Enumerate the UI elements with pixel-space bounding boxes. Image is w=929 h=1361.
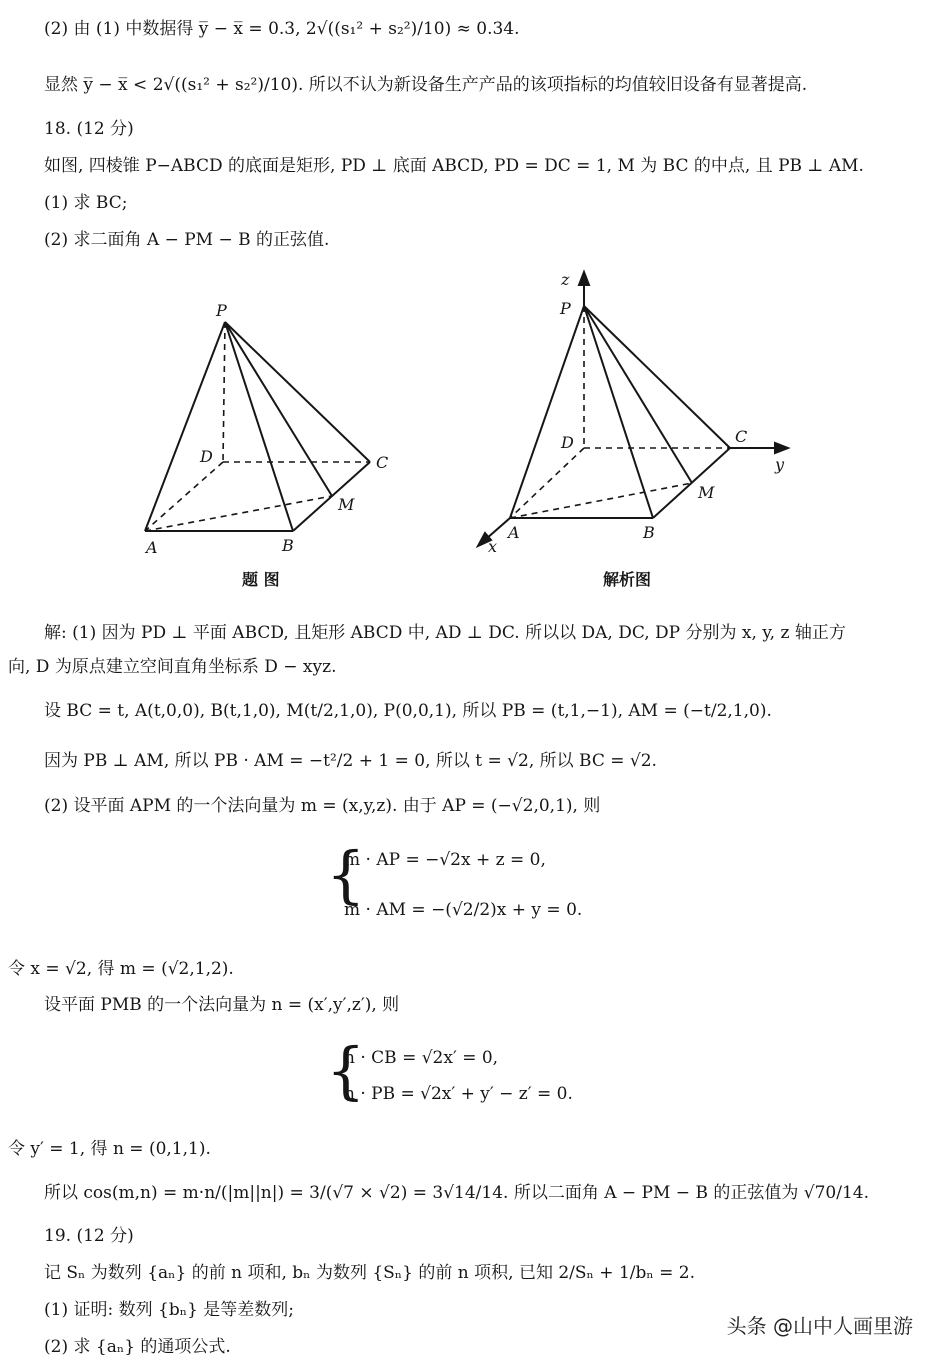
label-A: A — [146, 538, 158, 557]
label-C2: C — [735, 427, 748, 446]
system-2 — [326, 1034, 646, 1120]
label-D: D — [200, 447, 213, 466]
q18-part2: (2) 求二面角 A − PM − B 的正弦值. — [44, 230, 330, 250]
q19-part2: (2) 求 {aₙ} 的通项公式. — [44, 1337, 231, 1357]
solution-m-vector: 令 x = √2, 得 m = (√2,1,2). — [8, 959, 234, 979]
system-2-eq2: n · PB = √2x′ + y′ − z′ = 0. — [344, 1084, 573, 1104]
brace-2: { — [326, 1034, 366, 1107]
q19-statement: 记 Sₙ 为数列 {aₙ} 的前 n 项和, bₙ 为数列 {Sₙ} 的前 n 项积, 已知 2/Sₙ + 1/bₙ = 2. — [44, 1263, 695, 1283]
system-1-eq1: m · AP = −√2x + z = 0, — [344, 850, 546, 870]
label-M2: M — [698, 483, 715, 502]
label-y: y — [775, 455, 785, 474]
label-P: P — [216, 301, 227, 320]
label-M: M — [338, 495, 355, 514]
label-z: z — [561, 270, 570, 289]
label-D2: D — [561, 433, 574, 452]
solution-cos: 所以 cos(m,n) = m·n/(|m||n|) = 3/(√7 × √2) = 3√14/14. 所以二面角 A − PM − B 的正弦值为 √70/14. — [44, 1183, 869, 1203]
solution-1a: 解: (1) 因为 PD ⊥ 平面 ABCD, 且矩形 ABCD 中, AD ⊥ DC. 所以以 DA, DC, DP 分别为 x, y, z 轴正方 — [44, 623, 846, 643]
system-2-eq1: n · CB = √2x′ = 0, — [344, 1048, 499, 1068]
system-1 — [326, 838, 646, 938]
label-B2: B — [643, 523, 655, 542]
brace-1: { — [326, 838, 366, 911]
q18-part1: (1) 求 BC; — [44, 193, 128, 213]
solution-n-vector: 令 y′ = 1, 得 n = (0,1,1). — [8, 1139, 211, 1159]
q18-statement: 如图, 四棱锥 P−ABCD 的底面是矩形, PD ⊥ 底面 ABCD, PD = DC = 1, M 为 BC 的中点, 且 PB ⊥ AM. — [44, 156, 864, 176]
label-A2: A — [508, 523, 520, 542]
q18-header: 18. (12 分) — [44, 119, 134, 139]
line-stat-conclusion: 显然 y̅ − x̅ < 2√((s₁² + s₂²)/10). 所以不认为新设备生产产品的该项指标的均值较旧设备有显著提高. — [44, 75, 808, 95]
watermark: 头条 @山中人画里游 — [726, 1314, 913, 1338]
q19-part1: (1) 证明: 数列 {bₙ} 是等差数列; — [44, 1300, 295, 1320]
left-caption: 题 图 — [242, 570, 280, 589]
label-x: x — [488, 537, 498, 556]
pyramid-figures — [0, 265, 929, 595]
line-stat-result: (2) 由 (1) 中数据得 y̅ − x̅ = 0.3, 2√((s₁² + s₂²)/10) ≈ 0.34. — [44, 19, 520, 39]
label-P2: P — [560, 299, 571, 318]
solution-figure — [478, 272, 788, 546]
label-C: C — [376, 453, 389, 472]
solution-solve-t: 因为 PB ⊥ AM, 所以 PB · AM = −t²/2 + 1 = 0, 所以 t = √2, 所以 BC = √2. — [44, 751, 657, 771]
solution-normal-n: 设平面 PMB 的一个法向量为 n = (x′,y′,z′), 则 — [44, 995, 400, 1015]
solution-normal-m: (2) 设平面 APM 的一个法向量为 m = (x,y,z). 由于 AP = (−√2,0,1), 则 — [44, 796, 601, 816]
solution-coords: 设 BC = t, A(t,0,0), B(t,1,0), M(t/2,1,0), P(0,0,1), 所以 PB = (t,1,−1), AM = (−t/2,1,0). — [44, 701, 772, 721]
problem-figure — [145, 322, 370, 531]
solution-1b: 向, D 为原点建立空间直角坐标系 D − xyz. — [8, 657, 337, 677]
right-caption: 解析图 — [603, 570, 652, 589]
system-1-eq2: m · AM = −(√2/2)x + y = 0. — [344, 900, 583, 920]
label-B: B — [282, 536, 294, 555]
q19-header: 19. (12 分) — [44, 1226, 134, 1246]
